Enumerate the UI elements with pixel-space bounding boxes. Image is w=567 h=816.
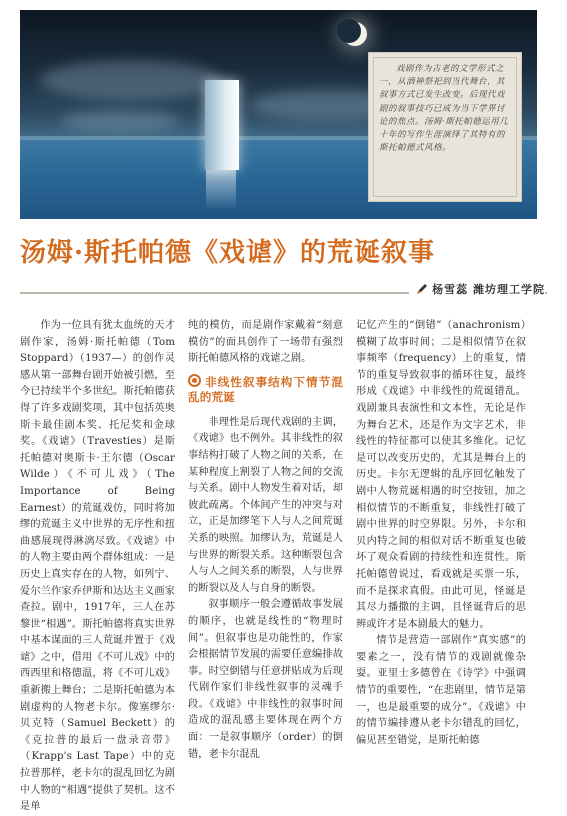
paragraph: 叙事顺序一般会遵循故事发展的顺序，也就是线性的“物理时间”。但叙事也是功能性的，作家会根据情节发展的需要任意编排故事。时空倒错与任意拼贴成为后现代剧作家们非线性叙事的灵魂手段。《戏谑》中非线性的叙事时间造成的混乱感主要体现在两个方面：一是叙事顺序（order）的倒错，老卡尔混乱 bbox=[188, 599, 343, 760]
section-heading bbox=[188, 374, 343, 405]
paragraph: 情节是营造一部剧作“真实感”的要素之一，没有情节的戏剧就像杂耍。亚里士多德曾在《诗学》中强调情节的重要性，“在悲剧里，情节是第一，也是最重要的成分”。《戏谑》中的情节编排遵从老卡尔错乱的回忆，偏见甚至错觉，是斯托帕德 bbox=[356, 635, 526, 746]
pen-icon bbox=[415, 282, 429, 296]
paragraph: 记忆产生的“倒错”（anachronism）模糊了故事时间；二是相似情节在叙事频率（frequency）上的重复，情节的重复导致叙事的循环往复，最终形成《戏谑》中非线性的荒诞错乱。戏剧兼具表演性和文本性，无论是作为舞台艺术，还是作为文字艺术，非线性的特征都可以使其多维化。记忆是可以改变历史的，尤其是舞台上的历史。卡尔无逻辑的乱序回忆触发了剧中人物荒诞相遇的时空按钮，加之相似情节的不断重复，非线性打破了剧中世界的时空界限。另外，卡尔和贝内特之间的相似对话不断重复也破坏了观众看剧的持续性和连贯性。斯托帕德曾说过，看戏就是买票一乐，而不是探求真假。由此可见，怪诞是其尽力播撒的主调，且怪诞背后的思辨或许才是本剧最大的魅力。 bbox=[356, 320, 526, 630]
section-heading-text: 非线性叙事结构下情节混乱的荒诞 bbox=[188, 374, 343, 404]
column-1 bbox=[20, 318, 175, 816]
paragraph: 纯的模仿，而是剧作家戴着“刻意模仿”的面具创作了一场带有强烈斯托帕德风格的戏谑之剧。 bbox=[188, 320, 343, 365]
column-3 bbox=[356, 318, 526, 749]
crescent-moon-icon bbox=[343, 22, 367, 46]
paragraph: 作为一位具有犹太血统的天才剧作家，汤姆·斯托帕德（Tom Stoppard）（1937—）的创作灵感从第一部舞台剧开始被引燃，至今已持续半个多世纪。斯托帕德获得了许多戏剧奖项，其中包括英奥斯卡最佳剧本奖、托尼奖和金球奖。《戏谑》（Travesties）是斯托帕德对奥斯卡·王尔德（Oscar Wilde）《不可儿戏》（The Importance of Being Earnest）的荒诞戏仿，同时将加缪的荒诞主义中世界的无序性和扭曲感展现得淋漓尽致。《戏谑》中的人物主要由两个群体组成：一是历史上真实存在的人物，如列宁、爱尔兰作家乔伊斯和达达主义画家查拉。剧中，1917年，三人在苏黎世“相遇”。斯托帕德将真实世界中基本谋面的三人荒诞并置于《戏谑》之中，借用《不可儿戏》中的西西里和格德温，将《不可儿戏》重新搬上舞台；二是斯托帕德为本剧虚构的人物老卡尔。像塞缪尔·贝克特（Samuel Beckett）的《克拉普的最后一盘录音带》（Krapp's Last Tape）中的克拉普那样，老卡尔的混乱回忆为剧中人物的“相遇”提供了契机。这不是单 bbox=[20, 320, 175, 813]
glowing-door bbox=[205, 80, 239, 170]
door-reflection bbox=[206, 170, 236, 210]
pull-quote-box bbox=[368, 52, 522, 202]
pull-quote-text: 戏剧作为古老的文学形式之一，从酒神祭祀到当代舞台，其叙事方式已发生改变。后现代戏剧的叙事技巧已成为当下学界讨论的焦点。汤姆·斯托帕德运用几十年的写作生涯演绎了其特有的斯托帕德式风格。 bbox=[379, 64, 509, 154]
article-title: 汤姆·斯托帕德《戏谑》的荒诞叙事 bbox=[20, 238, 436, 268]
paragraph: 非理性是后现代戏剧的主调，《戏谑》也不例外。其非线性的叙事结构打破了人物之间的关系，在某种程度上割裂了人物之间的交流与关系。剧中人物发生着对话，却彼此疏离。个体间产生的冲突与对立，正是加缪笔下人与人之间荒诞关系的映照。加缪认为，荒诞是人与世界的断裂关系。这种断裂包含人与人之间关系的断裂，人与世界的断裂以及人与自身的断裂。 bbox=[188, 416, 343, 594]
bullet-circle-icon bbox=[188, 374, 201, 387]
column-2 bbox=[188, 318, 343, 763]
author-byline bbox=[409, 281, 545, 297]
author-text: 杨雪蕊 潍坊理工学院 bbox=[432, 283, 545, 296]
